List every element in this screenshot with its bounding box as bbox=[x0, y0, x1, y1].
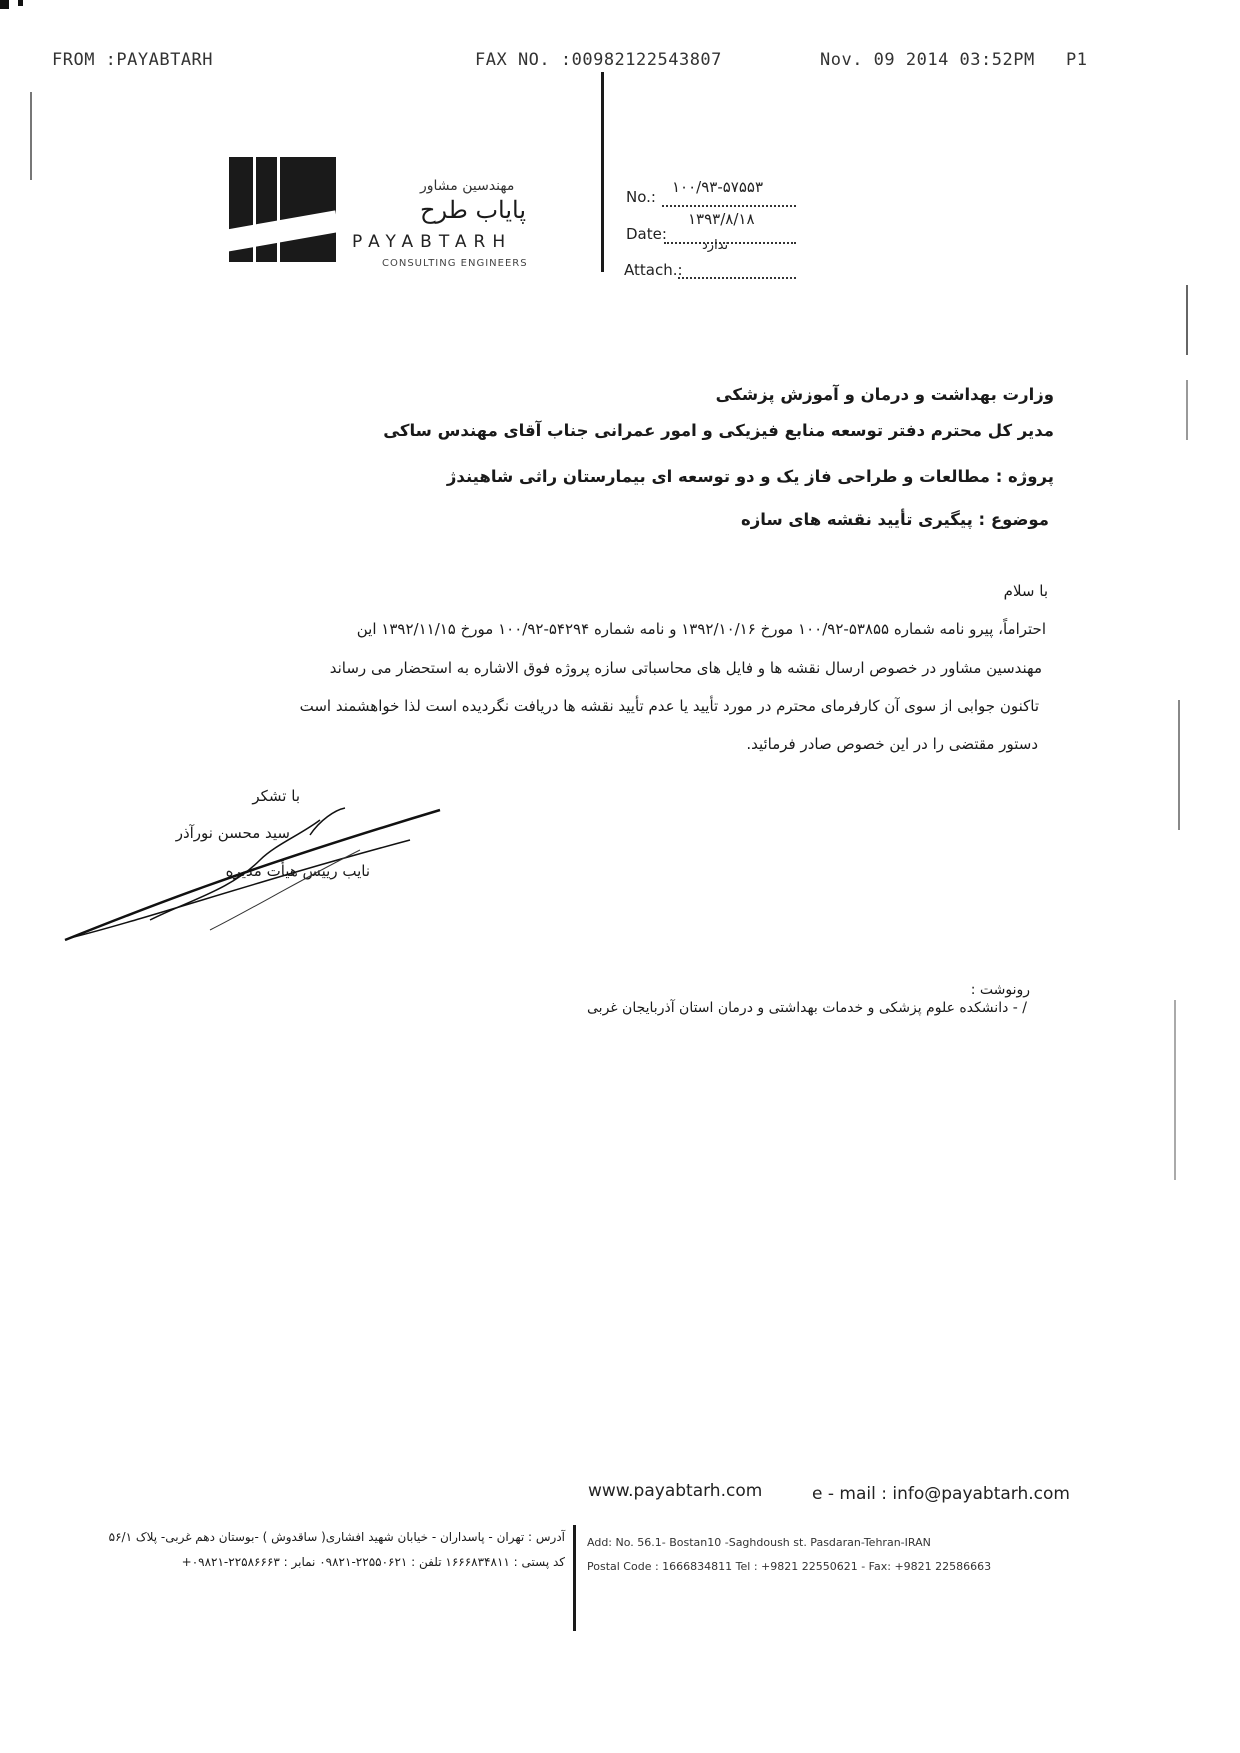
ref-attach-dots bbox=[678, 277, 796, 279]
ref-no-value: ۱۰۰/۹۳-۵۷۵۵۳ bbox=[672, 178, 764, 196]
logo-name-en: PAYABTARH bbox=[352, 232, 513, 252]
logo-subtitle-fa: مهندسین مشاور bbox=[420, 178, 515, 194]
ref-date-label: Date: bbox=[626, 225, 667, 243]
scan-margin-line bbox=[1178, 700, 1180, 830]
project-line: پروژه : مطالعات و طراحی فاز یک و دو توسعه ای بیمارستان راثی شاهیندژ bbox=[446, 467, 1054, 486]
scan-margin-line bbox=[30, 92, 32, 180]
body-line-4: دستور مقتضی را در این خصوص صادر فرمائید. bbox=[746, 735, 1038, 753]
ref-no-label: No.: bbox=[626, 188, 656, 206]
footer-website: www.payabtarh.com bbox=[588, 1481, 763, 1501]
logo-subtitle-en: CONSULTING ENGINEERS bbox=[382, 258, 528, 269]
footer-email: e - mail : info@payabtarh.com bbox=[812, 1484, 1070, 1504]
scan-corner-mark bbox=[18, 0, 23, 6]
scan-corner-mark bbox=[0, 0, 9, 9]
ref-date-dots bbox=[664, 242, 796, 244]
header-divider bbox=[601, 72, 604, 272]
ref-no-dots bbox=[662, 205, 796, 207]
recipient-director: مدیر کل محترم دفتر توسعه منابع فیزیکی و امور عمرانی جناب آقای مهندس ساکی bbox=[383, 421, 1054, 440]
fax-from: FROM :PAYABTARH bbox=[52, 50, 214, 70]
ref-date-value: ۱۳۹۳/۸/۱۸ bbox=[688, 210, 755, 228]
footer-address-en: Add: No. 56.1- Bostan10 -Saghdoush st. Pasdaran-Tehran-IRAN bbox=[587, 1536, 931, 1549]
footer-contact-en: Postal Code : 1666834811 Tel : +9821 22550621 - Fax: +9821 22586663 bbox=[587, 1560, 992, 1573]
company-logo bbox=[229, 157, 336, 262]
closing: با تشکر bbox=[252, 787, 300, 805]
cc-recipient: / - دانشکده علوم پزشکی و خدمات بهداشتی و درمان استان آذربایجان غربی bbox=[587, 1000, 1027, 1016]
body-line-3: تاکنون جوابی از سوی آن کارفرمای محترم در مورد تأیید یا عدم تأیید نقشه ها دریافت نگردیده است لذا خواهشمند است bbox=[299, 697, 1039, 715]
recipient-ministry: وزارت بهداشت و درمان و آموزش پزشکی bbox=[715, 385, 1054, 404]
greeting: با سلام bbox=[1003, 582, 1048, 600]
logo-name-fa: پایاب طرح bbox=[420, 196, 527, 224]
scan-margin-line bbox=[1174, 1000, 1176, 1180]
scan-margin-line bbox=[1186, 285, 1188, 355]
footer-divider bbox=[573, 1525, 576, 1631]
subject-line: موضوع : پیگیری تأیید نقشه های سازه bbox=[741, 510, 1049, 529]
ref-attach-label: Attach.: bbox=[624, 261, 683, 279]
signer-name: سید محسن نورآذر bbox=[175, 824, 290, 842]
signer-title: نایب رییس هیأت مدیره bbox=[225, 862, 370, 880]
fax-page: P1 bbox=[1066, 50, 1088, 70]
body-line-2: مهندسین مشاور در خصوص ارسال نقشه ها و فایل های محاسباتی سازه پروژه فوق الاشاره به استحضار می رساند bbox=[329, 659, 1042, 677]
fax-datetime: Nov. 09 2014 03:52PM bbox=[820, 50, 1035, 70]
ref-attach-value: ندارد bbox=[702, 238, 729, 253]
scan-margin-line bbox=[1186, 380, 1188, 440]
signature-scribble bbox=[60, 800, 460, 960]
body-line-1: احتراماً، پیرو نامه شماره ۵۳۸۵۵-۱۰۰/۹۲ مورخ ۱۳۹۲/۱۰/۱۶ و نامه شماره ۵۴۲۹۴-۱۰۰/۹۲ مورخ ۱۳۹۲/۱۱/۱۵ این bbox=[356, 620, 1046, 638]
fax-number: FAX NO. :00982122543807 bbox=[475, 50, 722, 70]
footer-contact-fa: کد پستی : ۱۶۶۶۸۳۴۸۱۱ تلفن : ۲۲۵۵۰۶۲۱-۰۹۸۲۱ نمابر : ۲۲۵۸۶۶۶۳-۰۹۸۲۱+ bbox=[181, 1555, 565, 1569]
cc-label: رونوشت : bbox=[970, 982, 1030, 998]
footer-address-fa: آدرس : تهران - پاسداران - خیابان شهید افشاری( ساقدوش ) -بوستان دهم غربی- پلاک ۵۶/۱ bbox=[108, 1530, 565, 1544]
